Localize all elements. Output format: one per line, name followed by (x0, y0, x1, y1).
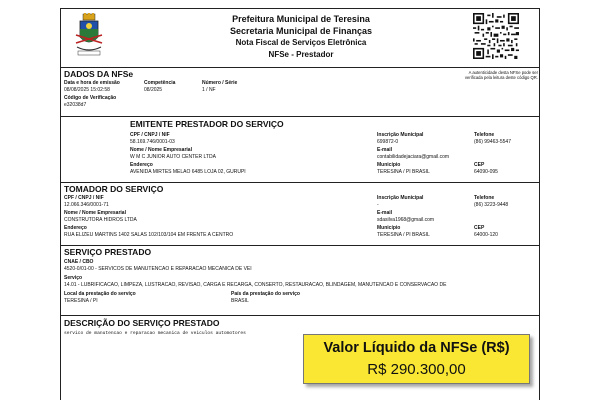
emitente-insc-label: Inscrição Municipal (377, 132, 424, 138)
tomador-nome-value: CONSTRUTORA HIDROS LTDA (64, 217, 137, 223)
header-line-1: Prefeitura Municipal de Teresina (232, 14, 370, 24)
qr-note: A autenticidade desta NFSe pode ser verificada pela leitura deste código QR. (464, 70, 538, 80)
tomador-title: TOMADOR DO SERVIÇO (64, 184, 164, 194)
servico-label: Serviço (64, 275, 83, 281)
servico-value: 14.01 - LUBRIFICACAO, LIMPEZA, LUSTRACAO, REVISAO, CARGA E RECARGA, CONSERTO, RESTAURACAO, BLINDAGEM, MANUTENCAO E CONSERVACAO DE (64, 282, 447, 288)
emitente-insc-value: 699872-0 (377, 139, 399, 145)
header-block (141, 13, 461, 61)
header-line-2: Secretaria Municipal de Finanças (229, 26, 373, 36)
tomador-tel-value: (86) 3223-9448 (474, 202, 509, 208)
emitente-email-label: E-mail (377, 147, 393, 153)
tomador-end-label: Endereço (64, 225, 87, 231)
tomador-cpf-value: 12.066.346/0001-71 (64, 202, 109, 208)
valor-liquido-callout (303, 334, 530, 384)
numero-value: 1 / NF (202, 87, 216, 93)
servico-title: SERVIÇO PRESTADO (64, 247, 152, 257)
cnae-value: 4520-0/01-00 - SERVICOS DE MANUTENCAO E REPARACAO MECANICA DE VEI (64, 266, 252, 272)
data-hora-value: 08/08/2025 15:02:58 (64, 87, 110, 93)
competencia-label: Competência (144, 80, 176, 86)
pais-value: BRASIL (231, 298, 249, 304)
divider (61, 116, 539, 117)
descricao-text: servico de manutencao e reparacao mecanica de veiculos automotores (64, 331, 246, 336)
emitente-mun-label: Município (377, 162, 401, 168)
qr-code-icon (473, 13, 519, 59)
valor-liquido-title: Valor Líquido da NFSe (R$) (323, 340, 510, 356)
header-line-4: NFSe - Prestador (268, 50, 334, 59)
tomador-end-value: RUA ELIZEU MARTINS 1402 SALAS 102/103/104 EM FRENTE A CENTRO (64, 232, 234, 238)
emitente-nome-value: W M C JUNIOR AUTO CENTER LTDA (130, 154, 216, 160)
emitente-cpf-value: 58.169.746/0001-03 (130, 139, 175, 145)
emitente-tel-value: (86) 99463-5547 (474, 139, 511, 145)
local-label: Local da prestação do serviço (64, 291, 136, 297)
emitente-cep-value: 64090-095 (474, 169, 498, 175)
tomador-cpf-label: CPF / CNPJ / NIF (64, 195, 104, 201)
descricao-title: DESCRIÇÃO DO SERVIÇO PRESTADO (64, 318, 220, 328)
tomador-email-value: sdasilva1968@gmail.com (377, 217, 435, 223)
codigo-label: Código de Verificação (64, 95, 117, 101)
data-hora-label: Data e hora de emissão (64, 80, 120, 86)
emitente-title: EMITENTE PRESTADOR DO SERVIÇO (130, 119, 284, 129)
dados-title: DADOS DA NFSe (64, 69, 134, 79)
pais-label: País da prestação do serviço (231, 291, 300, 297)
divider (61, 182, 539, 183)
coat-of-arms-icon (73, 13, 105, 59)
tomador-tel-label: Telefone (474, 195, 495, 201)
tomador-cep-value: 64000-120 (474, 232, 498, 238)
tomador-cep-label: CEP (474, 225, 485, 231)
divider (61, 67, 539, 68)
tomador-insc-label: Inscrição Municipal (377, 195, 424, 201)
cnae-label: CNAE / CBO (64, 259, 94, 265)
emitente-cep-label: CEP (474, 162, 485, 168)
emitente-email-value: contabilidadejaciara@gmail.com (377, 154, 450, 160)
emitente-end-value: AVENIDA MIRTES MELAO 6485 LOJA 02, GURUPI (130, 169, 246, 175)
emitente-end-label: Endereço (130, 162, 153, 168)
divider (61, 315, 539, 316)
valor-liquido-value: R$ 290.300,00 (367, 361, 466, 378)
competencia-value: 08/2025 (144, 87, 163, 93)
emitente-cpf-label: CPF / CNPJ / NIF (130, 132, 170, 138)
tomador-nome-label: Nome / Nome Empresarial (64, 210, 126, 216)
codigo-value: e32038d7 (64, 102, 87, 108)
tomador-mun-value: TERESINA / PI BRASIL (377, 232, 430, 238)
tomador-email-label: E-mail (377, 210, 393, 216)
emitente-mun-value: TERESINA / PI BRASIL (377, 169, 430, 175)
numero-label: Número / Série (202, 80, 238, 86)
tomador-mun-label: Município (377, 225, 401, 231)
emitente-tel-label: Telefone (474, 132, 495, 138)
local-value: TERESINA / PI (64, 298, 98, 304)
divider (61, 245, 539, 246)
header-line-3: Nota Fiscal de Serviços Eletrônica (235, 38, 367, 47)
emitente-nome-label: Nome / Nome Empresarial (130, 147, 192, 153)
tomador-insc-value: - (377, 202, 379, 208)
